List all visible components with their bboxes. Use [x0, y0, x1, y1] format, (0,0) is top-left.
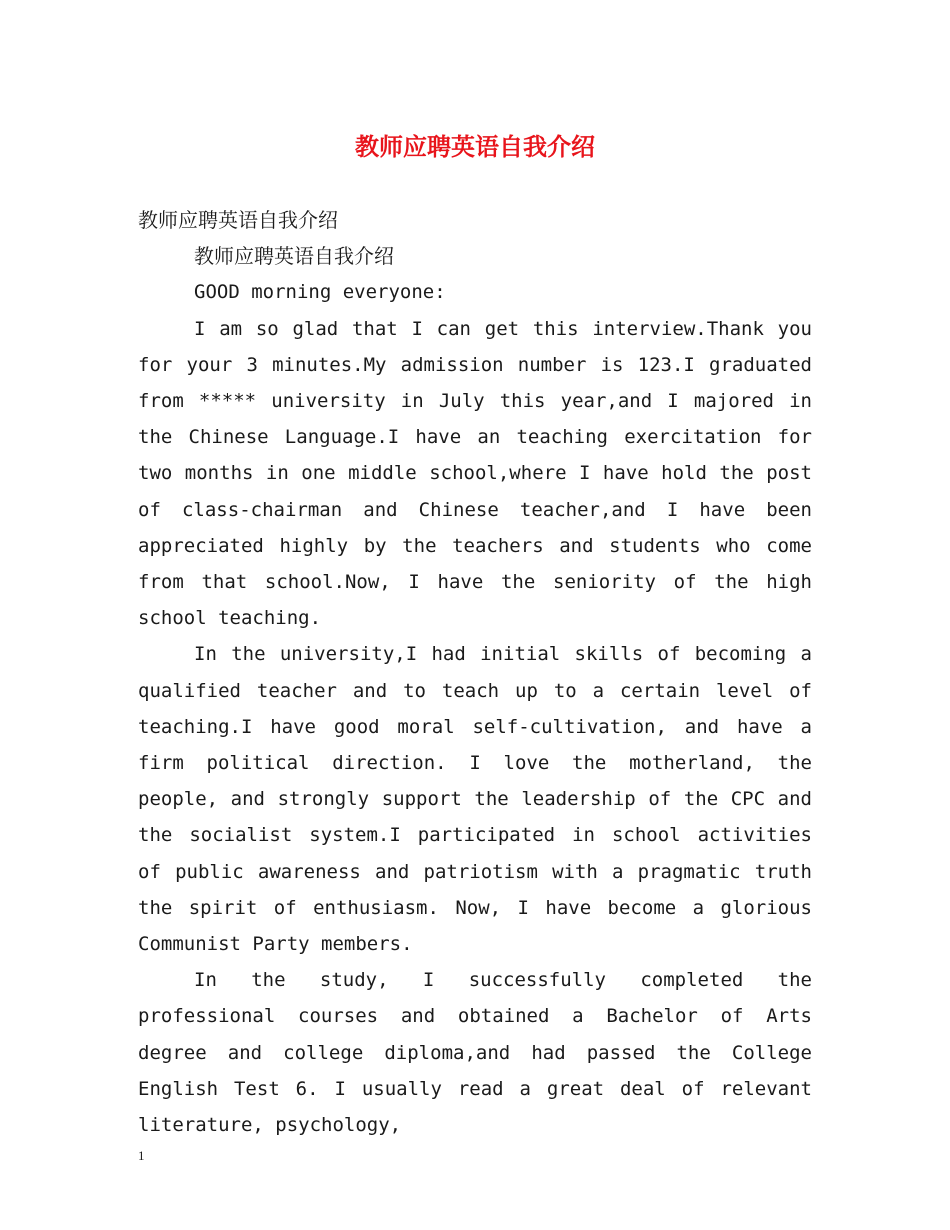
document-body: [138, 202, 812, 1143]
paragraph-study: In the study, I successfully completed the professional courses and obtained a Bachelor of Arts degree and college diploma,and had passed the College English Test 6. I usually read a great deal of relevant literature, psychology,: [138, 969, 812, 1137]
greeting-line: GOOD morning everyone:: [194, 281, 446, 304]
paragraph-university: In the university,I had initial skills of becoming a qualified teacher and to teach up to a certain level of teaching.I have good moral self-cultivation, and have a firm political direction. I love the motherland, the people, and strongly support the leadership of the CPC and the socialist system.I participated in school activities of public awareness and patriotism with a pragmatic truth the spirit of enthusiasm. Now, I have become a glorious Communist Party members.: [138, 643, 812, 956]
document-heading: 教师应聘英语自我介绍: [194, 244, 394, 269]
paragraph-intro: I am so glad that I can get this interview.Thank you for your 3 minutes.My admission number is 123.I graduated from ***** university in July this year,and I majored in the Chinese Language.I have an teaching exercitation for two months in one middle school,where I have hold the post of class-chairman and Chinese teacher,and I have been appreciated highly by the teachers and students who come from that school.Now, I have the seniority of the high school teaching.: [138, 317, 812, 630]
page-number: 1: [138, 1148, 145, 1163]
document-subtitle: 教师应聘英语自我介绍: [138, 208, 338, 232]
document-title: 教师应聘英语自我介绍: [355, 132, 595, 161]
